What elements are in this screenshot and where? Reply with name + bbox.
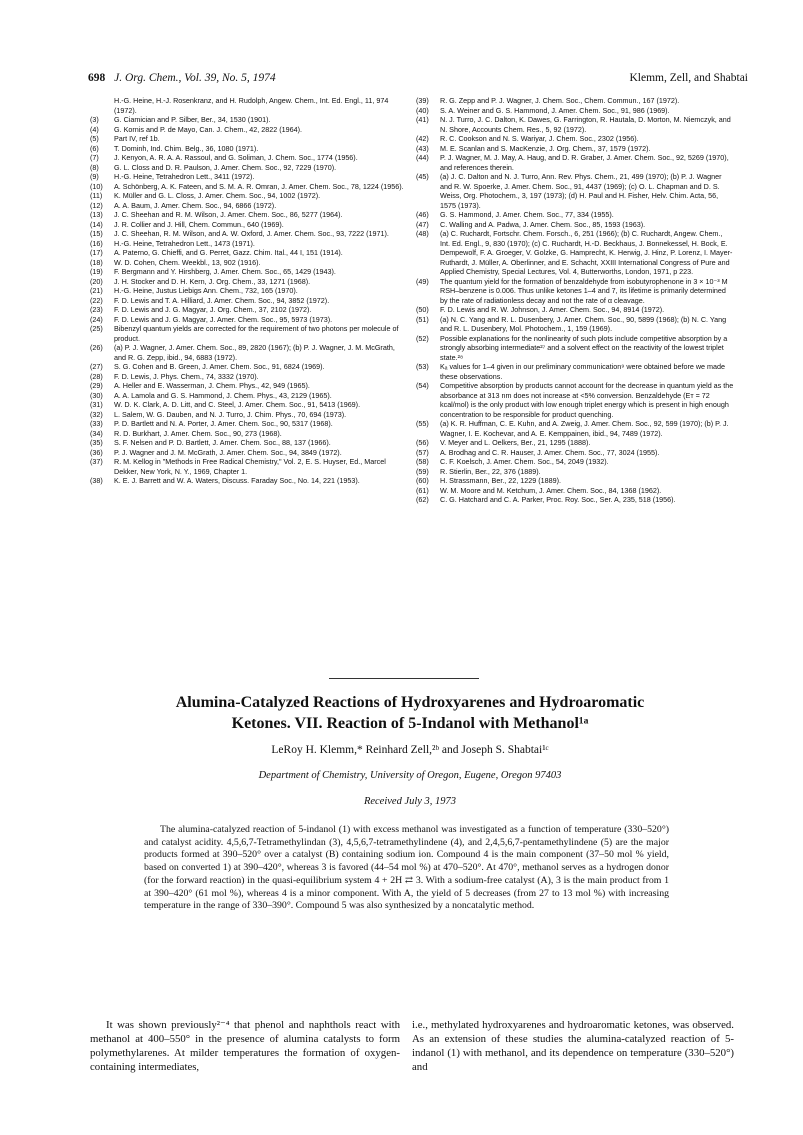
- reference-text: R. M. Kellog in "Methods in Free Radical Chemistry," Vol. 2, E. S. Huyser, Ed., Marcel Dekker, New York, N. Y., 1969, Chapter 1.: [114, 457, 386, 476]
- reference-entry: [90, 248, 406, 258]
- reference-number: (38): [90, 476, 103, 485]
- reference-entry: [90, 438, 406, 448]
- reference-text: M. E. Scanlan and S. MacKenzie, J. Org. Chem., 37, 1579 (1972).: [440, 143, 651, 153]
- reference-number: (39): [416, 96, 429, 105]
- reference-number: (31): [90, 400, 103, 409]
- reference-text: (a) N. C. Yang and R. L. Dusenbery, J. Amer. Chem. Soc., 90, 5899 (1968); (b) N. C. Yang and R. L. Dusenbery, Mol. Photochem., 1, 159 (1969).: [440, 314, 727, 333]
- reference-entry: [90, 201, 406, 211]
- reference-text: F. D. Lewis and T. A. Hilliard, J. Amer. Chem. Soc., 94, 3852 (1972).: [114, 295, 330, 305]
- references-left-column: [90, 96, 406, 486]
- reference-text: R. Stierlin, Ber., 22, 376 (1889).: [440, 466, 541, 476]
- reference-text: A. Heller and E. Wasserman, J. Chem. Phys., 42, 949 (1965).: [114, 381, 310, 390]
- reference-number: (28): [90, 371, 103, 381]
- reference-text: H.-G. Heine, Tetrahedron Lett., 3411 (1972).: [114, 172, 255, 181]
- reference-number: (57): [416, 447, 429, 457]
- reference-text: (a) C. Ruchardt, Fortschr. Chem. Forsch., 6, 251 (1966); (b) C. Ruchardt, Angew. Chem., Int. Ed. Engl., 9, 830 (1970); (c) C. Ruchardt, H.-D. Beckhaus, J. Bonnekessel, H. Bock, E. Dempewolf, F. A. Groeger, V. Golzke, G. Hamprecht, K. Herwig, J. Hinz, P. Lorenz, I. Mayer-Ruthardt, J. Müller, A. Oberlinner, and E. Schacht, XXIII International Congress of Pure and Applied Chemistry, Special Lectures, Vol. 4, Butterworths, London, 1971, p 223.: [440, 229, 733, 276]
- reference-entry: [90, 457, 406, 476]
- reference-text: T. Dominh, Ind. Chim. Belg., 36, 1080 (1971).: [114, 143, 259, 153]
- reference-number: [90, 96, 114, 115]
- reference-number: (51): [416, 314, 429, 324]
- reference-text: R. C. Cookson and N. S. Wariyar, J. Chem. Soc., 2302 (1956).: [440, 134, 639, 143]
- reference-entry: [90, 296, 406, 306]
- reference-text: Bibenzyl quantum yields are corrected for the requirement of two photons per molecule of product.: [114, 324, 399, 343]
- reference-entry: [416, 381, 734, 419]
- reference-text: P. J. Wagner and J. M. McGrath, J. Amer. Chem. Soc., 94, 3849 (1972).: [114, 447, 342, 457]
- reference-number: (5): [90, 134, 99, 143]
- reference-number: (17): [90, 248, 103, 257]
- reference-text: F. D. Lewis and R. W. Johnson, J. Amer. Chem. Soc., 94, 8914 (1972).: [440, 305, 665, 314]
- reference-number: (34): [90, 428, 103, 438]
- reference-text: R. D. Burkhart, J. Amer. Chem. Soc., 90, 273 (1968).: [114, 428, 282, 438]
- reference-number: (7): [90, 153, 99, 162]
- reference-text: (a) K. R. Huffman, C. E. Kuhn, and A. Zweig, J. Amer. Chem. Soc., 92, 599 (1970); (b) P. J. Wagner, I. E. Kochevar, and A. E. Kemppainen, ibid., 94, 7489 (1972).: [440, 419, 729, 438]
- reference-entry: [90, 239, 406, 249]
- body-text-right: i.e., methylated hydroxyarenes and hydroaromatic ketones, was observed. As an extension of these studies the alumina-catalyzed reaction of 5-indanol (1) with methanol, and its dependence on temperature (330–520°) and: [412, 1019, 734, 1073]
- reference-entry: [416, 448, 734, 458]
- reference-text: H.-G. Heine, Justus Liebigs Ann. Chem., 732, 165 (1970).: [114, 286, 298, 295]
- reference-entry: [90, 400, 406, 410]
- reference-number: (24): [90, 314, 103, 324]
- reference-entry: [416, 362, 734, 381]
- reference-entry: [416, 277, 734, 306]
- reference-entry: [416, 220, 734, 230]
- reference-entry: [416, 144, 734, 154]
- reference-entry: [416, 172, 734, 210]
- reference-number: (46): [416, 210, 429, 219]
- reference-number: (50): [416, 305, 429, 314]
- reference-text: Competitive absorption by products cannot account for the decrease in quantum yield as the absorbance at 313 nm does not increase at <5% conversion. Benzaldehyde (Eᴛ = 72 kcal/mol) is the only product with low enough triplet energy which is present in high enough concentration to be responsible for product quenching.: [440, 381, 734, 419]
- reference-entry: [90, 125, 406, 135]
- reference-number: (3): [90, 115, 99, 124]
- reference-entry: [90, 362, 406, 372]
- article-authors: LeRoy H. Klemm,* Reinhard Zell,²ᵇ and Joseph S. Shabtai¹ᶜ: [271, 744, 549, 756]
- reference-number: (37): [90, 457, 103, 466]
- reference-entry: [416, 115, 734, 134]
- reference-entry: [416, 210, 734, 220]
- reference-text: Possible explanations for the nonlinearity of such plots include competitive absorption by a strongly absorbing intermediate²⁷ and a solvent effect on the reactivity of the lowest triplet state.²⁸: [440, 333, 728, 362]
- reference-entry: [90, 210, 406, 220]
- reference-text: H.-G. Heine, Tetrahedron Lett., 1473 (1971).: [114, 238, 255, 248]
- reference-number: (61): [416, 485, 429, 495]
- reference-entry: [90, 286, 406, 296]
- reference-entry: [90, 229, 406, 239]
- reference-entry: [90, 172, 406, 182]
- header-left: [88, 72, 276, 84]
- reference-text: S. G. Cohen and B. Green, J. Amer. Chem. Soc., 91, 6824 (1969).: [114, 362, 325, 371]
- reference-text: J. R. Collier and J. Hill, Chem. Commun., 640 (1969).: [114, 219, 284, 229]
- reference-text: L. Salem, W. G. Dauben, and N. J. Turro, J. Chim. Phys., 70, 694 (1973).: [114, 409, 347, 419]
- reference-entry: [90, 476, 406, 486]
- reference-text: H. Strassmann, Ber., 22, 1229 (1889).: [440, 476, 562, 485]
- reference-number: (49): [416, 276, 429, 286]
- reference-entry: [90, 372, 406, 382]
- affiliation: Department of Chemistry, University of Oregon, Eugene, Oregon 97403: [258, 770, 562, 781]
- reference-text: G. L. Closs and D. R. Paulson, J. Amer. Chem. Soc., 92, 7229 (1970).: [114, 162, 337, 172]
- reference-number: (45): [416, 172, 429, 181]
- reference-text: C. Walling and A. Padwa, J. Amer. Chem. Soc., 85, 1593 (1963).: [440, 219, 646, 229]
- journal-citation: J. Org. Chem., Vol. 39, No. 5, 1974: [114, 72, 276, 84]
- reference-entry: [90, 324, 406, 343]
- reference-number: (59): [416, 466, 429, 476]
- reference-number: (14): [90, 219, 103, 229]
- reference-text: K. Müller and G. L. Closs, J. Amer. Chem. Soc., 94, 1002 (1972).: [114, 191, 321, 200]
- reference-entry: [90, 315, 406, 325]
- reference-number: (23): [90, 305, 103, 314]
- reference-entry: [90, 391, 406, 401]
- reference-entry: [416, 457, 734, 467]
- reference-number: (60): [416, 476, 429, 485]
- reference-text: G. S. Hammond, J. Amer. Chem. Soc., 77, 334 (1955).: [440, 210, 614, 219]
- abstract: The alumina-catalyzed reaction of 5-indanol (1) with excess methanol was investigated as a function of temperature (330–520°) and catalyst acidity. 4,5,6,7-Tetramethylindan (3), 4,5,6,7-tetramethylindene (4), and 2,4,5,6,7-pentamethylindene (5) are the major products formed at 390–520° over a catalyst (B) containing sodium ion. Compound 4 is the main component (37–50 mol % yield, based on converted 1) at 390–420°, whereas 3 is favored (44–54 mol %) at 470–520°. At 470°, methanol serves as a hydrogen donor (for the forward reaction) in the quasi-equilibrium system 4 + 2H ⇄ 3. With a sodium-free catalyst (A), 3 is the main product from 1 at 390–420° (61 mol %), whereas 4 is a minor component. With A, the yield of 5 decreases (from 27 to 13 mol %) with increasing temperature in the range of 330–390°. Compound 5 was also synthesized by a noncatalytic method.: [144, 824, 669, 912]
- reference-number: (43): [416, 143, 429, 153]
- reference-text: N. J. Turro, J. C. Dalton, K. Dawes, G. Farrington, R. Hautala, D. Morton, M. Niemczyk, and N. Shore, Accounts Chem. Res., 5, 92 (1972).: [440, 115, 731, 134]
- reference-entry: [90, 419, 406, 429]
- reference-entry: [416, 419, 734, 438]
- reference-number: (26): [90, 343, 103, 352]
- reference-text: K. E. J. Barrett and W. A. Waters, Discuss. Faraday Soc., No. 14, 221 (1953).: [114, 476, 360, 485]
- reference-entry: [90, 96, 406, 115]
- article-title-line-2: Ketones. VII. Reaction of 5-Indanol with Methanol¹ᵃ: [231, 715, 589, 732]
- reference-number: (16): [90, 238, 103, 248]
- reference-entry: [90, 258, 406, 268]
- reference-text: G. Ciamician and P. Silber, Ber., 34, 1530 (1901).: [114, 115, 271, 124]
- reference-entry: [416, 495, 734, 505]
- reference-entry: [90, 115, 406, 125]
- reference-text: S. F. Nelsen and P. D. Bartlett, J. Amer. Chem. Soc., 88, 137 (1966).: [114, 438, 331, 447]
- reference-entry: [416, 305, 734, 315]
- reference-number: (41): [416, 115, 429, 124]
- reference-entry: [416, 153, 734, 172]
- reference-text: G. Kornis and P. de Mayo, Can. J. Chem., 42, 2822 (1964).: [114, 124, 303, 134]
- reference-text: J. C. Sheehan and R. M. Wilson, J. Amer. Chem. Soc., 86, 5277 (1964).: [114, 210, 343, 219]
- reference-text: A. A. Baum, J. Amer. Chem. Soc., 94, 6866 (1972).: [114, 200, 277, 210]
- reference-entry: [90, 144, 406, 154]
- reference-number: (4): [90, 124, 99, 134]
- reference-number: (44): [416, 153, 429, 162]
- reference-entry: [416, 438, 734, 448]
- reference-number: (32): [90, 409, 103, 419]
- reference-text: (a) P. J. Wagner, J. Amer. Chem. Soc., 89, 2820 (1967); (b) P. J. Wagner, J. M. McGrath, and R. G. Zepp, ibid., 94, 6883 (1972).: [114, 343, 395, 362]
- reference-number: (30): [90, 390, 103, 400]
- reference-text: C. F. Koelsch, J. Amer. Chem. Soc., 54, 2049 (1932).: [440, 457, 609, 466]
- reference-text: Part IV, ref 1b.: [114, 134, 160, 143]
- reference-entry: [90, 410, 406, 420]
- reference-entry: [90, 163, 406, 173]
- reference-entry: [90, 448, 406, 458]
- reference-text: A. Brodhag and C. R. Hauser, J. Amer. Chem. Soc., 77, 3024 (1955).: [440, 447, 660, 457]
- header-authors: Klemm, Zell, and Shabtai: [629, 72, 748, 84]
- reference-entry: [90, 305, 406, 315]
- reference-number: (6): [90, 143, 99, 153]
- reference-number: (18): [90, 257, 103, 267]
- reference-text: R. G. Zepp and P. J. Wagner, J. Chem. Soc., Chem. Commun., 167 (1972).: [440, 96, 680, 105]
- reference-number: (42): [416, 134, 429, 143]
- reference-number: (8): [90, 162, 99, 172]
- received-date: Received July 3, 1973: [363, 796, 457, 807]
- reference-text: F. D. Lewis, J. Phys. Chem., 74, 3332 (1970).: [114, 371, 259, 381]
- reference-number: (58): [416, 457, 429, 466]
- reference-number: (13): [90, 210, 103, 219]
- reference-entry: [416, 106, 734, 116]
- reference-entry: [90, 191, 406, 201]
- reference-entry: [416, 476, 734, 486]
- reference-entry: [416, 467, 734, 477]
- reference-number: (33): [90, 419, 103, 428]
- page-number: 698: [88, 72, 106, 84]
- reference-text: Kₐ values for 1–4 given in our preliminary communication⁹ were obtained before we made these observations.: [440, 362, 726, 381]
- reference-number: (9): [90, 172, 99, 181]
- reference-entry: [416, 96, 734, 106]
- reference-text: J. H. Stocker and D. H. Kern, J. Org. Chem., 33, 1271 (1968).: [114, 276, 311, 286]
- reference-entry: [90, 381, 406, 391]
- reference-number: (11): [90, 191, 103, 200]
- reference-number: (54): [416, 381, 429, 390]
- section-divider: [329, 678, 479, 679]
- reference-number: (22): [90, 295, 103, 305]
- reference-number: (40): [416, 105, 429, 115]
- reference-text: The quantum yield for the formation of benzaldehyde from isobutyrophenone in 3 × 10⁻³ M RSH–benzene is 0.006. Thus unlike ketones 1–4 and 7, its lifetime is primarily determined by the rate of radiationless decay and not the rate of α cleavage.: [440, 276, 728, 305]
- reference-text: H.-G. Heine, H.-J. Rosenkranz, and H. Rudolph, Angew. Chem., Int. Ed. Engl., 11, 974 (1972).: [114, 96, 389, 115]
- reference-text: F. Bergmann and Y. Hirshberg, J. Amer. Chem. Soc., 65, 1429 (1943).: [114, 267, 336, 276]
- reference-text: S. A. Weiner and G. S. Hammond, J. Amer. Chem. Soc., 91, 986 (1969).: [440, 105, 670, 115]
- reference-number: (36): [90, 447, 103, 457]
- reference-text: P. D. Bartlett and N. A. Porter, J. Amer. Chem. Soc., 90, 5317 (1968).: [114, 419, 333, 428]
- reference-number: (21): [90, 286, 103, 295]
- reference-text: A. A. Lamola and G. S. Hammond, J. Chem. Phys., 43, 2129 (1965).: [114, 390, 332, 400]
- reference-text: J. Kenyon, A. R. A. A. Rassoul, and G. Soliman, J. Chem. Soc., 1774 (1956).: [114, 153, 358, 162]
- reference-number: (55): [416, 419, 429, 428]
- article-title: [140, 692, 680, 734]
- reference-entry: [90, 429, 406, 439]
- references-right-column: [416, 96, 734, 505]
- running-header: [88, 72, 748, 88]
- reference-text: F. D. Lewis and J. G. Magyar, J. Amer. Chem. Soc., 95, 5973 (1973).: [114, 314, 333, 324]
- reference-entry: [90, 220, 406, 230]
- reference-text: F. D. Lewis and J. G. Magyar, J. Org. Chem., 37, 2102 (1972).: [114, 305, 312, 314]
- reference-entry: [90, 153, 406, 163]
- reference-text: W. D. Cohen, Chem. Weekbl., 13, 902 (1916).: [114, 257, 261, 267]
- reference-entry: [90, 267, 406, 277]
- reference-number: (27): [90, 362, 103, 371]
- reference-number: (47): [416, 219, 429, 229]
- reference-number: (35): [90, 438, 103, 447]
- reference-text: A. Paterno, G. Chieffi, and G. Perret, Gazz. Chim. Ital., 44 I, 151 (1914).: [114, 248, 343, 257]
- reference-entry: [416, 486, 734, 496]
- body-text-left: It was shown previously²⁻⁴ that phenol and naphthols react with methanol at 400–550° in the presence of alumina catalysts to form polymethylarenes. At milder temperatures the formation of oxygen-containing intermediates,: [90, 1019, 400, 1073]
- reference-number: (56): [416, 438, 429, 447]
- reference-text: (a) J. C. Dalton and N. J. Turro, Ann. Rev. Phys. Chem., 21, 499 (1970); (b) P. J. Wagner and R. W. Spoerke, J. Amer. Chem. Soc., 91, 4437 (1969); (c) O. L. Chapman and D. S. Weiss, Org. Photochem., 3, 197 (1973); (d) H. Paul and H. Fisher, Helv. Chim. Acta, 56, 1575 (1973).: [440, 172, 722, 210]
- reference-number: (20): [90, 276, 103, 286]
- reference-text: P. J. Wagner, M. J. May, A. Haug, and D. R. Graber, J. Amer. Chem. Soc., 92, 5269 (1970), and references therein.: [440, 153, 729, 172]
- reference-number: (19): [90, 267, 103, 276]
- reference-text: V. Meyer and L. Oelkers, Ber., 21, 1295 (1888).: [440, 438, 591, 447]
- reference-number: (29): [90, 381, 103, 390]
- reference-text: C. G. Hatchard and C. A. Parker, Proc. Roy. Soc., Ser. A, 235, 518 (1956).: [440, 495, 676, 504]
- reference-text: W. M. Moore and M. Ketchum, J. Amer. Chem. Soc., 84, 1368 (1962).: [440, 485, 662, 495]
- reference-number: (52): [416, 333, 429, 343]
- reference-text: A. Schönberg, A. K. Fateen, and S. M. A. R. Omran, J. Amer. Chem. Soc., 78, 1224 (1956).: [114, 181, 404, 191]
- reference-entry: [90, 182, 406, 192]
- reference-entry: [416, 334, 734, 363]
- reference-entry: [416, 315, 734, 334]
- reference-number: (48): [416, 229, 429, 238]
- reference-number: (12): [90, 200, 103, 210]
- reference-entry: [90, 343, 406, 362]
- reference-entry: [90, 277, 406, 287]
- reference-number: (15): [90, 229, 103, 238]
- reference-text: J. C. Sheehan, R. M. Wilson, and A. W. Oxford, J. Amer. Chem. Soc., 93, 7222 (1971).: [114, 229, 389, 238]
- reference-text: W. D. K. Clark, A. D. Litt, and C. Steel, J. Amer. Chem. Soc., 91, 5413 (1969).: [114, 400, 361, 409]
- reference-entry: [90, 134, 406, 144]
- reference-entry: [416, 134, 734, 144]
- article-title-line-1: Alumina-Catalyzed Reactions of Hydroxyarenes and Hydroaromatic: [175, 694, 645, 711]
- reference-number: (62): [416, 495, 429, 504]
- reference-number: (10): [90, 181, 103, 191]
- reference-number: (25): [90, 324, 103, 333]
- reference-entry: [416, 229, 734, 277]
- reference-number: (53): [416, 362, 429, 371]
